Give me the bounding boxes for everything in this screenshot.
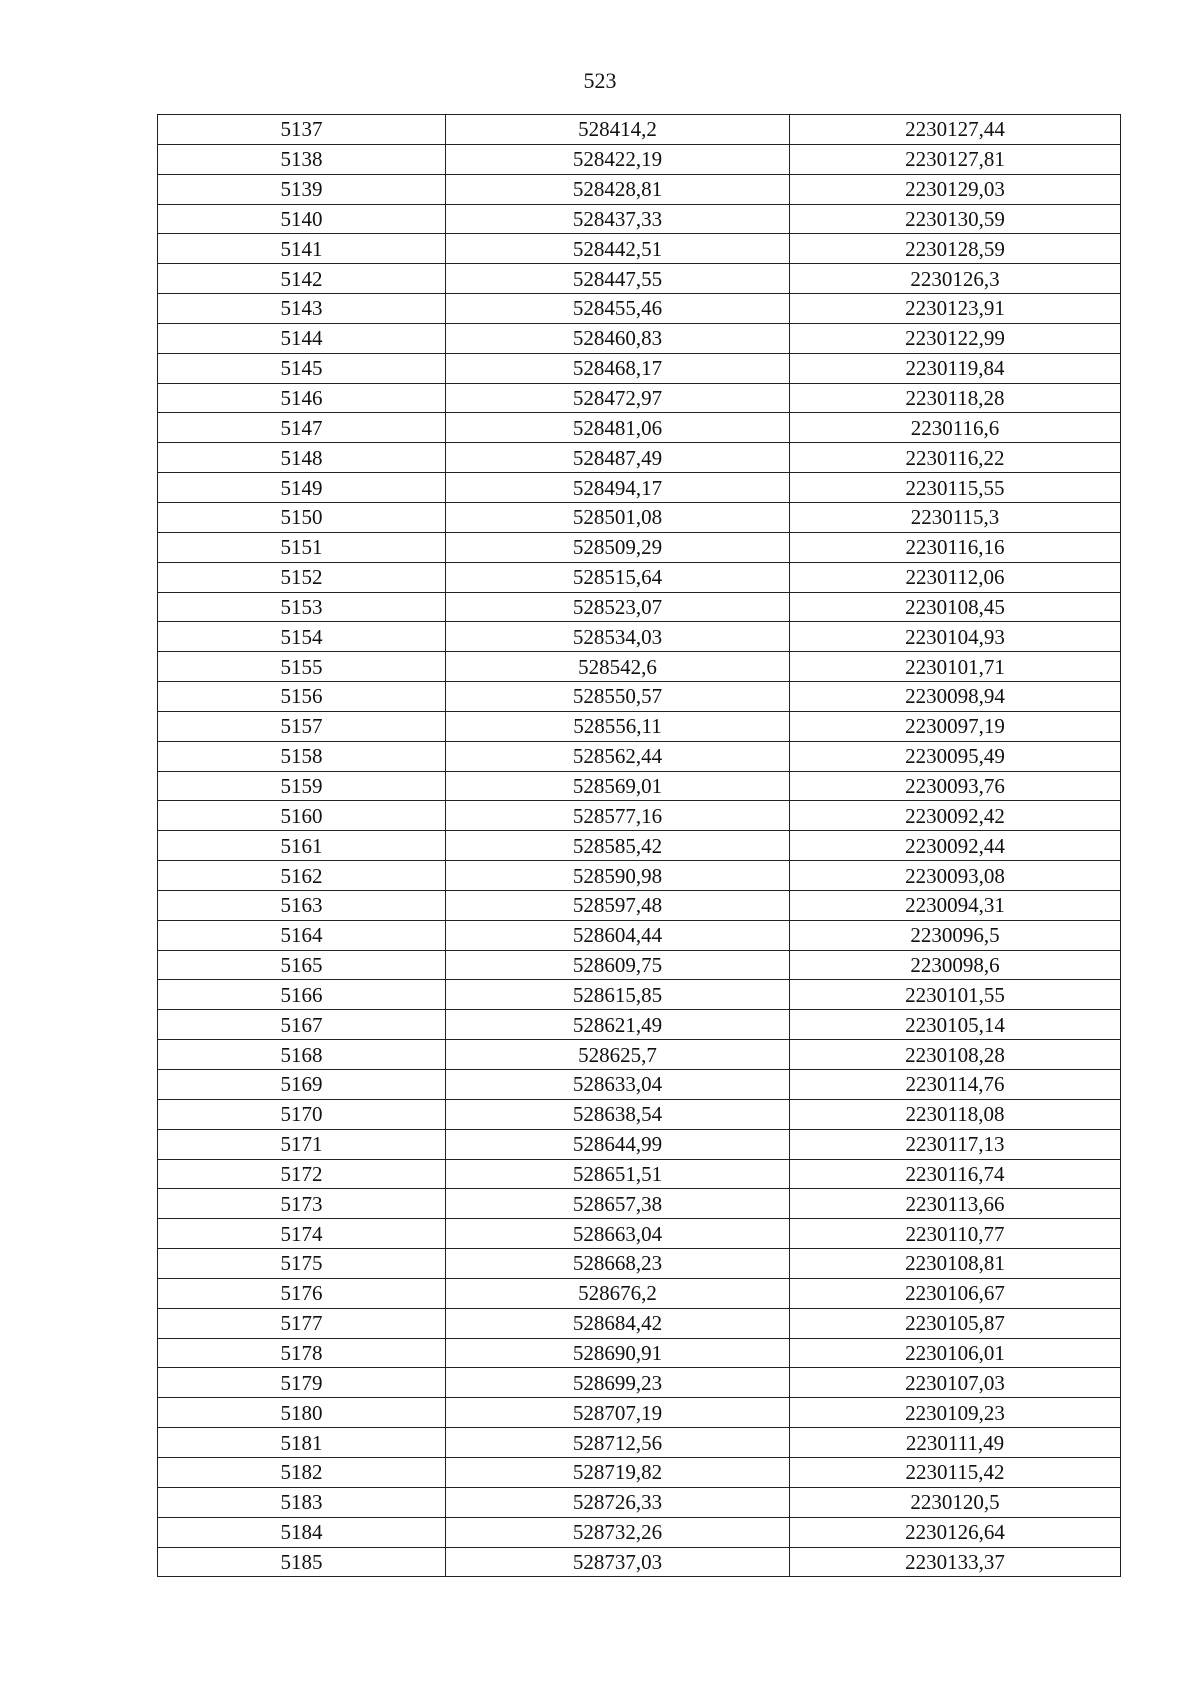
table-row: [158, 473, 1121, 503]
table-row: [158, 682, 1121, 712]
y-coordinate-cell: 2230133,37: [790, 1547, 1121, 1577]
y-coordinate-cell: 2230092,42: [790, 801, 1121, 831]
x-coordinate-cell: 528509,29: [446, 532, 790, 562]
point-number-cell: 5181: [158, 1428, 446, 1458]
x-coordinate-cell: 528651,51: [446, 1159, 790, 1189]
point-number-cell: 5167: [158, 1010, 446, 1040]
table-row: [158, 652, 1121, 682]
x-coordinate-cell: 528455,46: [446, 294, 790, 324]
y-coordinate-cell: 2230127,81: [790, 144, 1121, 174]
table-row: [158, 1398, 1121, 1428]
y-coordinate-cell: 2230113,66: [790, 1189, 1121, 1219]
x-coordinate-cell: 528590,98: [446, 861, 790, 891]
x-coordinate-cell: 528569,01: [446, 771, 790, 801]
y-coordinate-cell: 2230111,49: [790, 1428, 1121, 1458]
y-coordinate-cell: 2230106,67: [790, 1278, 1121, 1308]
table-row: [158, 174, 1121, 204]
point-number-cell: 5179: [158, 1368, 446, 1398]
point-number-cell: 5151: [158, 532, 446, 562]
point-number-cell: 5153: [158, 592, 446, 622]
x-coordinate-cell: 528621,49: [446, 1010, 790, 1040]
x-coordinate-cell: 528494,17: [446, 473, 790, 503]
x-coordinate-cell: 528633,04: [446, 1070, 790, 1100]
point-number-cell: 5177: [158, 1308, 446, 1338]
x-coordinate-cell: 528577,16: [446, 801, 790, 831]
table-row: [158, 1338, 1121, 1368]
y-coordinate-cell: 2230116,74: [790, 1159, 1121, 1189]
point-number-cell: 5163: [158, 890, 446, 920]
table-row: [158, 383, 1121, 413]
x-coordinate-cell: 528468,17: [446, 353, 790, 383]
table-row: [158, 771, 1121, 801]
point-number-cell: 5176: [158, 1278, 446, 1308]
x-coordinate-cell: 528684,42: [446, 1308, 790, 1338]
point-number-cell: 5185: [158, 1547, 446, 1577]
point-number-cell: 5180: [158, 1398, 446, 1428]
y-coordinate-cell: 2230092,44: [790, 831, 1121, 861]
point-number-cell: 5150: [158, 502, 446, 532]
point-number-cell: 5156: [158, 682, 446, 712]
x-coordinate-cell: 528676,2: [446, 1278, 790, 1308]
x-coordinate-cell: 528472,97: [446, 383, 790, 413]
table-row: [158, 144, 1121, 174]
table-row: [158, 1487, 1121, 1517]
x-coordinate-cell: 528668,23: [446, 1249, 790, 1279]
table-row: [158, 1547, 1121, 1577]
y-coordinate-cell: 2230097,19: [790, 711, 1121, 741]
point-number-cell: 5144: [158, 323, 446, 353]
x-coordinate-cell: 528437,33: [446, 204, 790, 234]
point-number-cell: 5143: [158, 294, 446, 324]
table-row: [158, 741, 1121, 771]
table-row: [158, 980, 1121, 1010]
table-row: [158, 532, 1121, 562]
point-number-cell: 5159: [158, 771, 446, 801]
x-coordinate-cell: 528481,06: [446, 413, 790, 443]
y-coordinate-cell: 2230094,31: [790, 890, 1121, 920]
table-row: [158, 413, 1121, 443]
point-number-cell: 5183: [158, 1487, 446, 1517]
point-number-cell: 5169: [158, 1070, 446, 1100]
x-coordinate-cell: 528625,7: [446, 1040, 790, 1070]
y-coordinate-cell: 2230093,08: [790, 861, 1121, 891]
x-coordinate-cell: 528515,64: [446, 562, 790, 592]
y-coordinate-cell: 2230114,76: [790, 1070, 1121, 1100]
point-number-cell: 5145: [158, 353, 446, 383]
y-coordinate-cell: 2230115,3: [790, 502, 1121, 532]
x-coordinate-cell: 528644,99: [446, 1129, 790, 1159]
x-coordinate-cell: 528414,2: [446, 115, 790, 145]
y-coordinate-cell: 2230119,84: [790, 353, 1121, 383]
y-coordinate-cell: 2230093,76: [790, 771, 1121, 801]
y-coordinate-cell: 2230115,42: [790, 1457, 1121, 1487]
table-row: [158, 1070, 1121, 1100]
table-row: [158, 1368, 1121, 1398]
table-row: [158, 353, 1121, 383]
table-row: [158, 443, 1121, 473]
point-number-cell: 5146: [158, 383, 446, 413]
y-coordinate-cell: 2230101,71: [790, 652, 1121, 682]
table-row: [158, 950, 1121, 980]
y-coordinate-cell: 2230118,08: [790, 1099, 1121, 1129]
x-coordinate-cell: 528550,57: [446, 682, 790, 712]
point-number-cell: 5158: [158, 741, 446, 771]
table-row: [158, 1219, 1121, 1249]
point-number-cell: 5147: [158, 413, 446, 443]
point-number-cell: 5164: [158, 920, 446, 950]
point-number-cell: 5182: [158, 1457, 446, 1487]
x-coordinate-cell: 528690,91: [446, 1338, 790, 1368]
y-coordinate-cell: 2230116,16: [790, 532, 1121, 562]
point-number-cell: 5166: [158, 980, 446, 1010]
point-number-cell: 5174: [158, 1219, 446, 1249]
y-coordinate-cell: 2230117,13: [790, 1129, 1121, 1159]
x-coordinate-cell: 528442,51: [446, 234, 790, 264]
table-row: [158, 1010, 1121, 1040]
table-row: [158, 1129, 1121, 1159]
point-number-cell: 5154: [158, 622, 446, 652]
y-coordinate-cell: 2230129,03: [790, 174, 1121, 204]
point-number-cell: 5155: [158, 652, 446, 682]
table-row: [158, 1308, 1121, 1338]
point-number-cell: 5148: [158, 443, 446, 473]
y-coordinate-cell: 2230096,5: [790, 920, 1121, 950]
table-row: [158, 1159, 1121, 1189]
y-coordinate-cell: 2230122,99: [790, 323, 1121, 353]
y-coordinate-cell: 2230105,14: [790, 1010, 1121, 1040]
x-coordinate-cell: 528615,85: [446, 980, 790, 1010]
y-coordinate-cell: 2230098,94: [790, 682, 1121, 712]
table-row: [158, 294, 1121, 324]
coordinates-table: [157, 114, 1121, 1577]
table-row: [158, 562, 1121, 592]
table-row: [158, 1249, 1121, 1279]
y-coordinate-cell: 2230108,28: [790, 1040, 1121, 1070]
x-coordinate-cell: 528719,82: [446, 1457, 790, 1487]
table-row: [158, 502, 1121, 532]
point-number-cell: 5172: [158, 1159, 446, 1189]
point-number-cell: 5170: [158, 1099, 446, 1129]
x-coordinate-cell: 528732,26: [446, 1517, 790, 1547]
point-number-cell: 5157: [158, 711, 446, 741]
x-coordinate-cell: 528562,44: [446, 741, 790, 771]
x-coordinate-cell: 528460,83: [446, 323, 790, 353]
y-coordinate-cell: 2230126,64: [790, 1517, 1121, 1547]
table-row: [158, 234, 1121, 264]
y-coordinate-cell: 2230128,59: [790, 234, 1121, 264]
table-row: [158, 890, 1121, 920]
table-row: [158, 622, 1121, 652]
y-coordinate-cell: 2230116,6: [790, 413, 1121, 443]
point-number-cell: 5149: [158, 473, 446, 503]
point-number-cell: 5168: [158, 1040, 446, 1070]
x-coordinate-cell: 528707,19: [446, 1398, 790, 1428]
y-coordinate-cell: 2230104,93: [790, 622, 1121, 652]
point-number-cell: 5137: [158, 115, 446, 145]
x-coordinate-cell: 528638,54: [446, 1099, 790, 1129]
table-row: [158, 920, 1121, 950]
x-coordinate-cell: 528699,23: [446, 1368, 790, 1398]
table-row: [158, 1189, 1121, 1219]
table-row: [158, 711, 1121, 741]
y-coordinate-cell: 2230108,81: [790, 1249, 1121, 1279]
table-row: [158, 1517, 1121, 1547]
point-number-cell: 5160: [158, 801, 446, 831]
y-coordinate-cell: 2230118,28: [790, 383, 1121, 413]
y-coordinate-cell: 2230108,45: [790, 592, 1121, 622]
table-row: [158, 1457, 1121, 1487]
y-coordinate-cell: 2230106,01: [790, 1338, 1121, 1368]
table-row: [158, 115, 1121, 145]
y-coordinate-cell: 2230105,87: [790, 1308, 1121, 1338]
x-coordinate-cell: 528428,81: [446, 174, 790, 204]
y-coordinate-cell: 2230126,3: [790, 264, 1121, 294]
y-coordinate-cell: 2230112,06: [790, 562, 1121, 592]
x-coordinate-cell: 528534,03: [446, 622, 790, 652]
y-coordinate-cell: 2230116,22: [790, 443, 1121, 473]
x-coordinate-cell: 528597,48: [446, 890, 790, 920]
y-coordinate-cell: 2230123,91: [790, 294, 1121, 324]
x-coordinate-cell: 528609,75: [446, 950, 790, 980]
x-coordinate-cell: 528487,49: [446, 443, 790, 473]
point-number-cell: 5138: [158, 144, 446, 174]
table-row: [158, 1099, 1121, 1129]
x-coordinate-cell: 528712,56: [446, 1428, 790, 1458]
point-number-cell: 5161: [158, 831, 446, 861]
point-number-cell: 5140: [158, 204, 446, 234]
y-coordinate-cell: 2230120,5: [790, 1487, 1121, 1517]
table-row: [158, 204, 1121, 234]
point-number-cell: 5173: [158, 1189, 446, 1219]
point-number-cell: 5165: [158, 950, 446, 980]
point-number-cell: 5141: [158, 234, 446, 264]
x-coordinate-cell: 528657,38: [446, 1189, 790, 1219]
point-number-cell: 5162: [158, 861, 446, 891]
table-row: [158, 1040, 1121, 1070]
y-coordinate-cell: 2230109,23: [790, 1398, 1121, 1428]
y-coordinate-cell: 2230130,59: [790, 204, 1121, 234]
point-number-cell: 5178: [158, 1338, 446, 1368]
table-row: [158, 592, 1121, 622]
y-coordinate-cell: 2230095,49: [790, 741, 1121, 771]
point-number-cell: 5139: [158, 174, 446, 204]
table-row: [158, 323, 1121, 353]
y-coordinate-cell: 2230115,55: [790, 473, 1121, 503]
y-coordinate-cell: 2230101,55: [790, 980, 1121, 1010]
point-number-cell: 5184: [158, 1517, 446, 1547]
table-row: [158, 861, 1121, 891]
x-coordinate-cell: 528737,03: [446, 1547, 790, 1577]
table-row: [158, 1428, 1121, 1458]
point-number-cell: 5152: [158, 562, 446, 592]
y-coordinate-cell: 2230110,77: [790, 1219, 1121, 1249]
x-coordinate-cell: 528501,08: [446, 502, 790, 532]
y-coordinate-cell: 2230098,6: [790, 950, 1121, 980]
page-number: 523: [583, 68, 617, 93]
coordinates-table-body: [158, 115, 1121, 1577]
table-row: [158, 831, 1121, 861]
point-number-cell: 5142: [158, 264, 446, 294]
table-row: [158, 264, 1121, 294]
x-coordinate-cell: 528556,11: [446, 711, 790, 741]
x-coordinate-cell: 528604,44: [446, 920, 790, 950]
x-coordinate-cell: 528585,42: [446, 831, 790, 861]
x-coordinate-cell: 528447,55: [446, 264, 790, 294]
y-coordinate-cell: 2230107,03: [790, 1368, 1121, 1398]
table-row: [158, 1278, 1121, 1308]
x-coordinate-cell: 528523,07: [446, 592, 790, 622]
point-number-cell: 5171: [158, 1129, 446, 1159]
point-number-cell: 5175: [158, 1249, 446, 1279]
x-coordinate-cell: 528542,6: [446, 652, 790, 682]
y-coordinate-cell: 2230127,44: [790, 115, 1121, 145]
x-coordinate-cell: 528726,33: [446, 1487, 790, 1517]
x-coordinate-cell: 528663,04: [446, 1219, 790, 1249]
table-row: [158, 801, 1121, 831]
x-coordinate-cell: 528422,19: [446, 144, 790, 174]
